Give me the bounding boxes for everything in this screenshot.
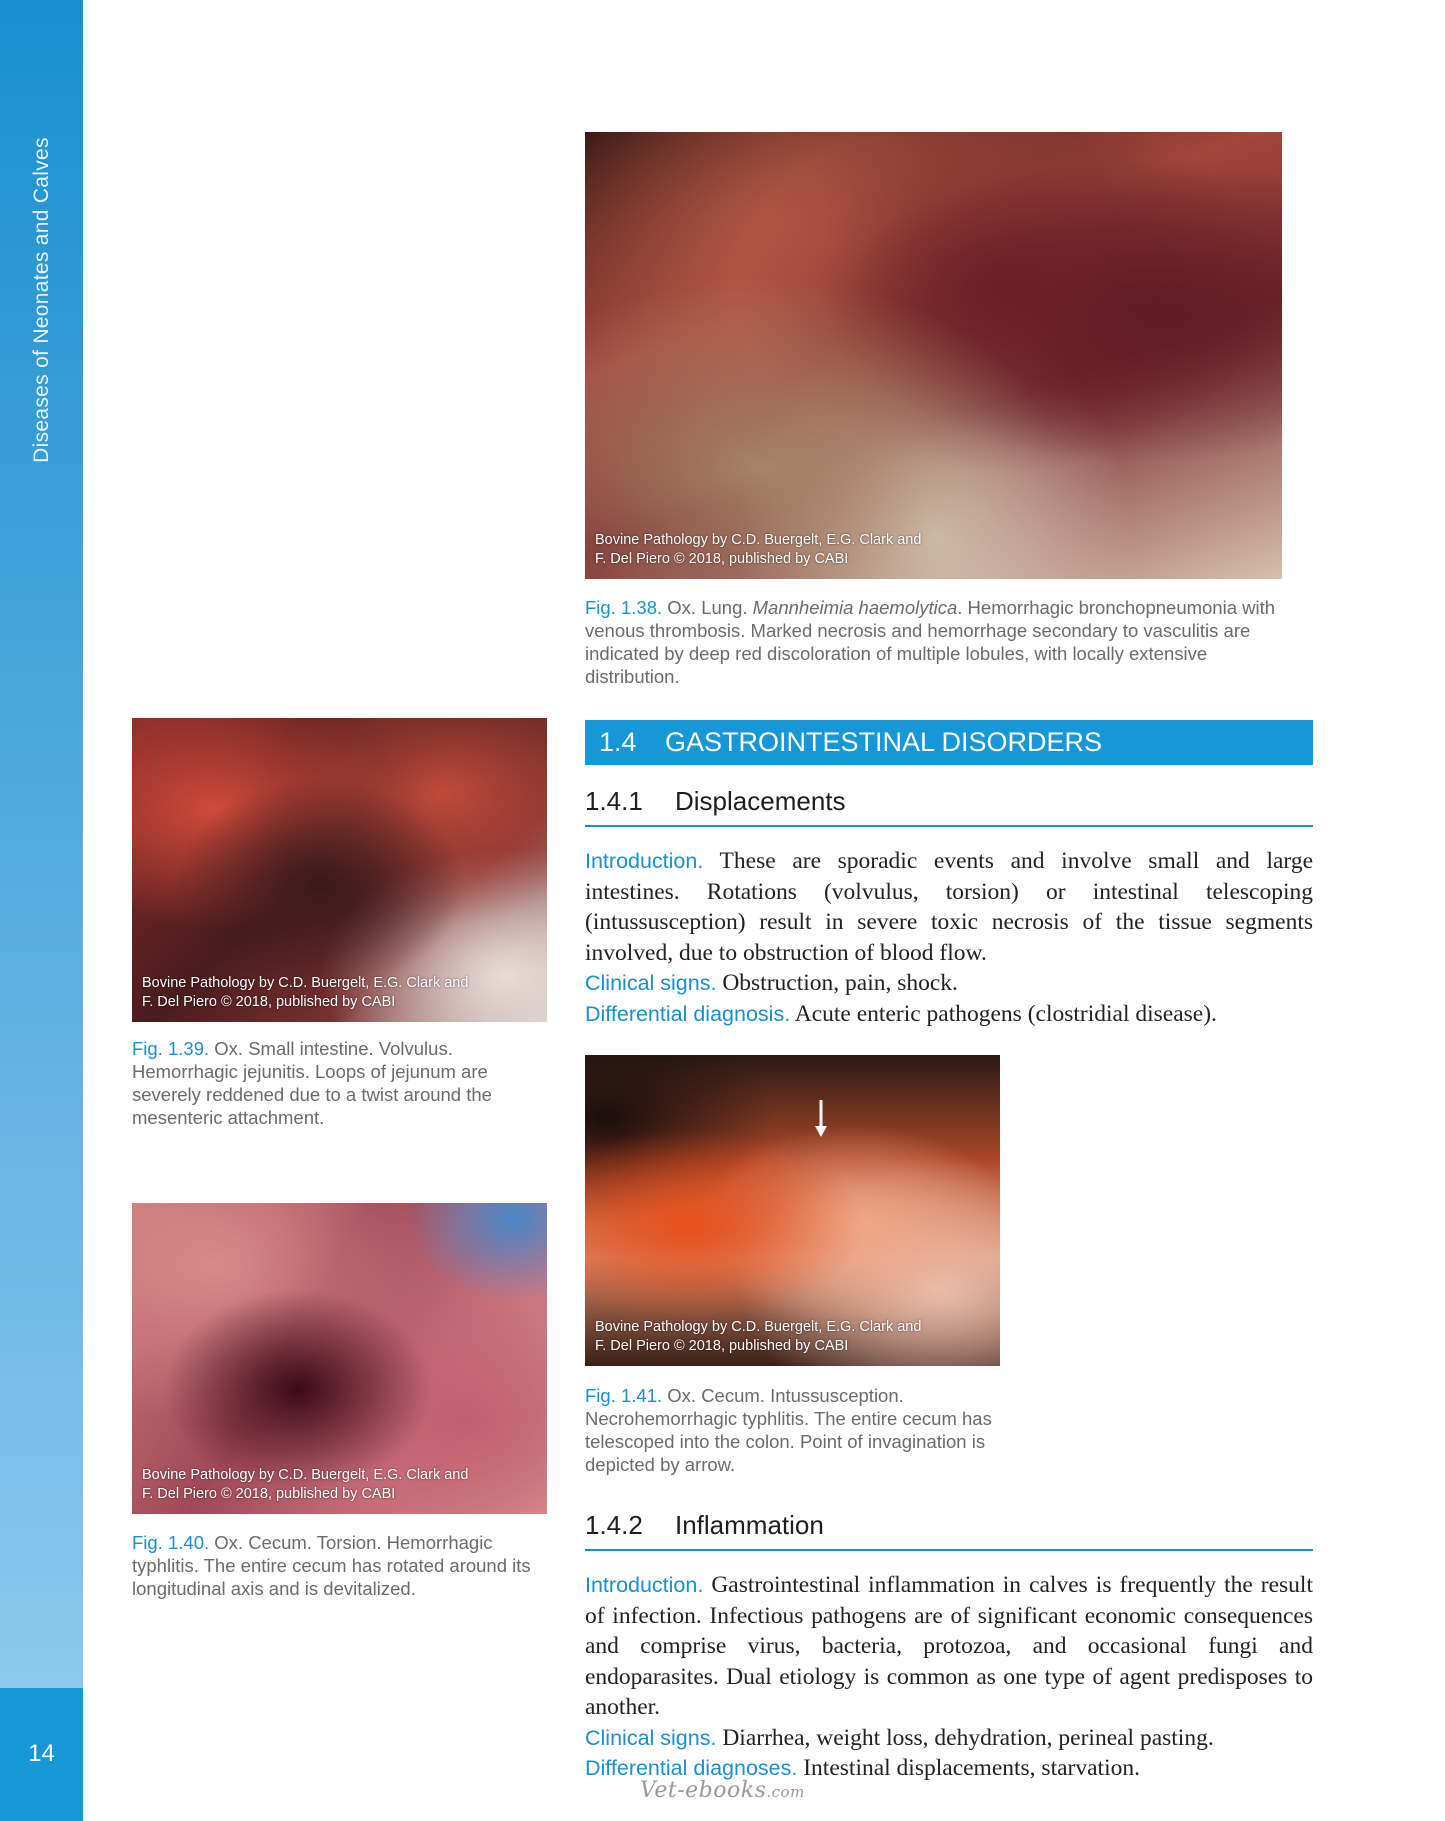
page-number: 14 xyxy=(28,1740,55,1767)
paragraph: Introduction. These are sporadic events and involve small and large intestines. Rotations (volvulus, torsion) or intestinal telescoping (intussusception) result in severe toxic necrosis of the tissue segments involved, due to obstruction of blood flow. xyxy=(585,848,1313,966)
photo-credit: Bovine Pathology by C.D. Buergelt, E.G. Clark and F. Del Piero © 2018, published by CABI xyxy=(142,1467,469,1502)
figure-1-39-caption: Fig. 1.39. Ox. Small intestine. Volvulus. Hemorrhagic jejunitis. Loops of jejunum are severely reddened due to a twist around the mesenteric attachment. xyxy=(132,1038,492,1128)
figure-label: Fig. 1.39. xyxy=(132,1038,210,1059)
run-in-label: Differential diagnoses. xyxy=(585,1756,798,1780)
section-heading xyxy=(585,720,1313,765)
subsection-number: 1.4.1 xyxy=(585,786,643,816)
running-title: Diseases of Neonates and Calves xyxy=(30,137,53,463)
photo-credit: Bovine Pathology by C.D. Buergelt, E.G. Clark and F. Del Piero © 2018, published by CABI xyxy=(142,975,469,1010)
figure-1-39-photo xyxy=(132,718,547,1022)
figure-label: Fig. 1.41. xyxy=(585,1385,663,1406)
paragraph: Clinical signs. Diarrhea, weight loss, dehydration, perineal pasting. xyxy=(585,1724,1214,1751)
run-in-label: Clinical signs. xyxy=(585,971,717,995)
figure-label: Fig. 1.40. xyxy=(132,1532,210,1553)
subsection-heading-inflammation xyxy=(585,1510,1313,1551)
subsection-number: 1.4.2 xyxy=(585,1510,643,1540)
figure-1-38-photo xyxy=(585,132,1282,579)
subsection-heading-displacements xyxy=(585,786,1313,827)
paragraph: Introduction. Gastrointestinal inflammation in calves is frequently the result of infection. Infectious pathogens are of significant economic consequences and comprise virus, bacteria, protozoa, and occasional fungi and endoparasites. Dual etiology is common as one type of agent predisposes to another. xyxy=(585,1572,1313,1720)
figure-1-40-photo xyxy=(132,1203,547,1514)
figure-1-40-caption: Fig. 1.40. Ox. Cecum. Torsion. Hemorrhagic typhlitis. The entire cecum has rotated around its longitudinal axis and is devitalized. xyxy=(132,1532,531,1599)
figure-1-41-photo xyxy=(585,1055,1000,1366)
inflammation-body xyxy=(585,1570,1313,1784)
paragraph: Clinical signs. Obstruction, pain, shock. xyxy=(585,970,958,996)
subsection-title: Inflammation xyxy=(675,1510,824,1540)
section-title: GASTROINTESTINAL DISORDERS xyxy=(665,727,1103,757)
figure-label: Fig. 1.38. xyxy=(585,597,663,618)
arrow-icon xyxy=(814,1100,828,1138)
figure-1-41-caption: Fig. 1.41. Ox. Cecum. Intussusception. Necrohemorrhagic typhlitis. The entire cecum has telescoped into the colon. Point of invagination is depicted by arrow. xyxy=(585,1385,992,1475)
run-in-label: Clinical signs. xyxy=(585,1725,717,1750)
photo-credit: Bovine Pathology by C.D. Buergelt, E.G. Clark and F. Del Piero © 2018, published by CABI xyxy=(595,1319,922,1354)
photo-credit: Bovine Pathology by C.D. Buergelt, E.G. Clark and F. Del Piero © 2018, published by CABI xyxy=(595,532,922,567)
run-in-label: Introduction. xyxy=(585,849,704,873)
watermark-logo: Vet-ebooks.com xyxy=(640,1778,805,1803)
paragraph: Differential diagnosis. Acute enteric pathogens (clostridial disease). xyxy=(585,1000,1217,1027)
displacements-body xyxy=(585,846,1313,1029)
paragraph: Differential diagnoses. Intestinal displacements, starvation. xyxy=(585,1755,1140,1781)
sidebar-band xyxy=(0,0,83,1688)
run-in-label: Introduction. xyxy=(585,1573,704,1597)
figure-1-38-caption: Fig. 1.38. Ox. Lung. Mannheimia haemolytica. Hemorrhagic bronchopneumonia with venous thrombosis. Marked necrosis and hemorrhage secondary to vasculitis are indicated by deep red discoloration of multiple lobules, with locally extensive distribution. xyxy=(585,597,1276,687)
subsection-title: Displacements xyxy=(675,786,846,816)
section-number: 1.4 xyxy=(599,727,637,757)
run-in-label: Differential diagnosis. xyxy=(585,1001,791,1026)
